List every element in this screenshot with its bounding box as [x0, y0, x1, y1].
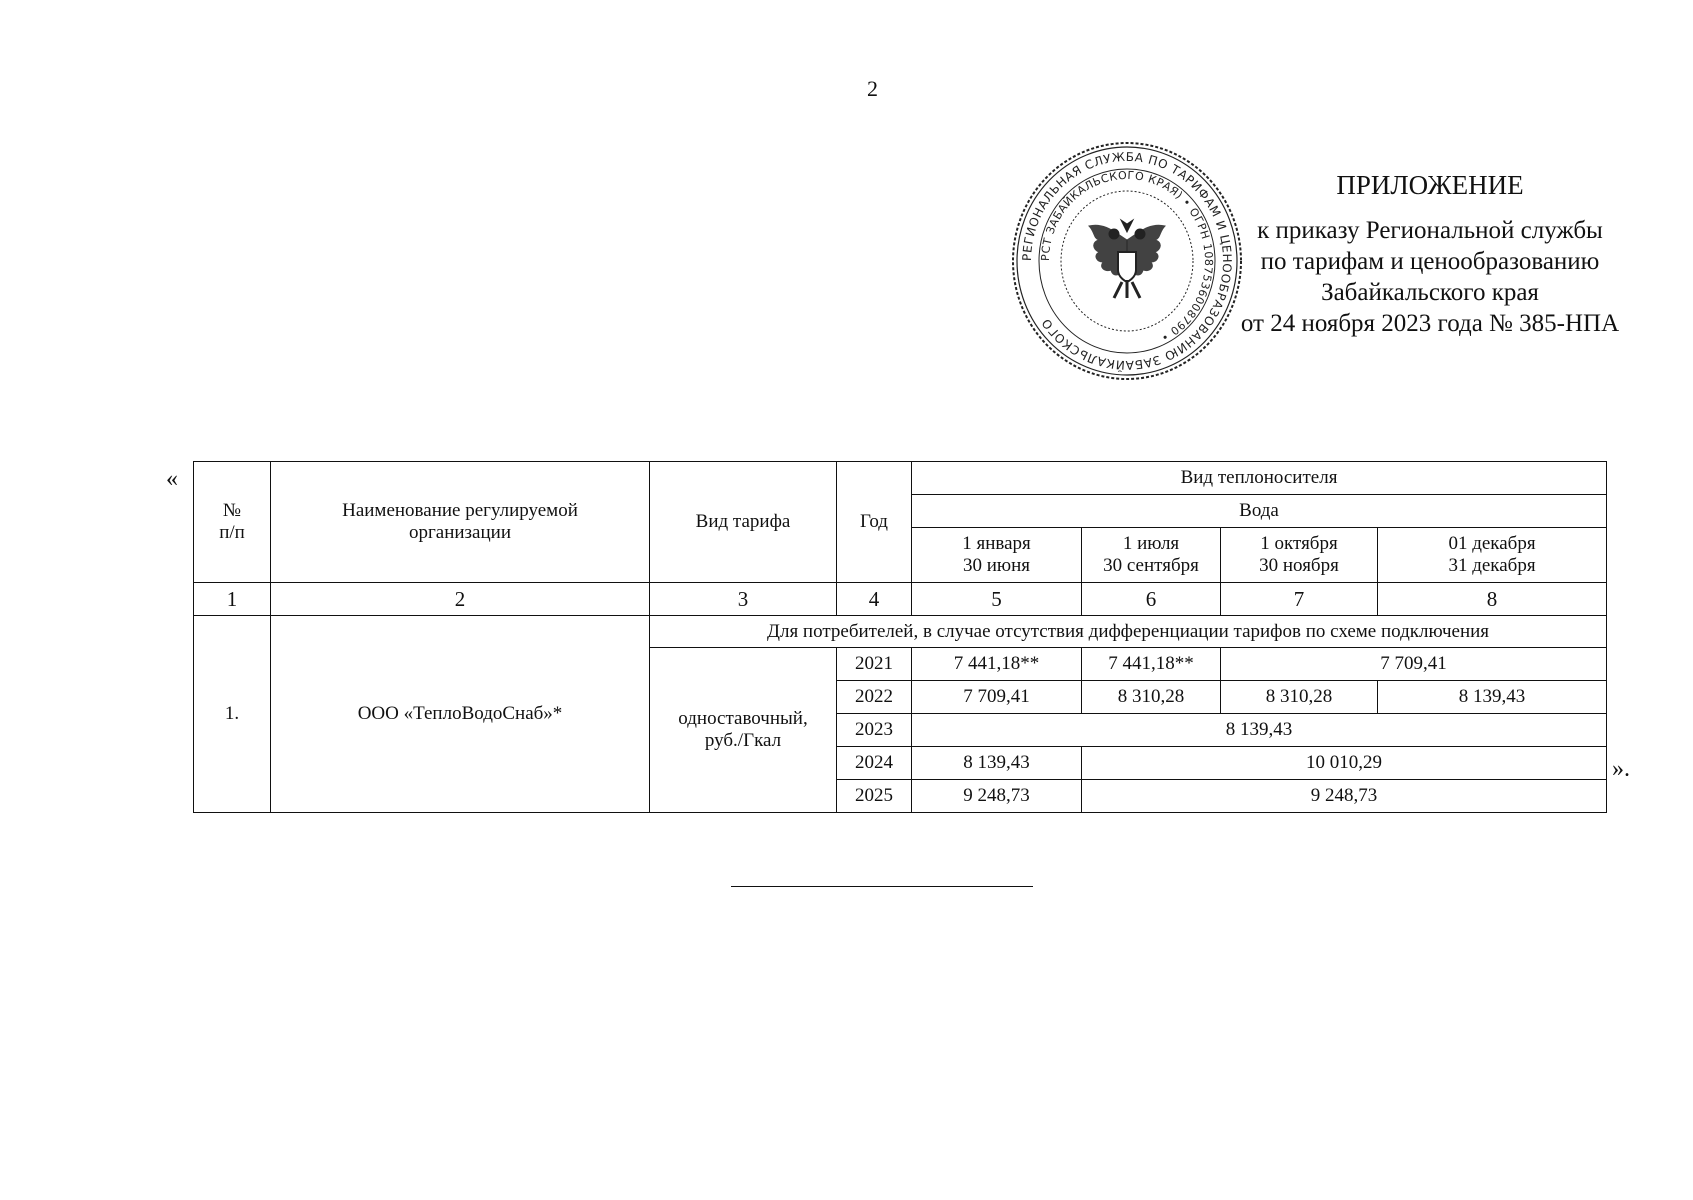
- svg-text:РЕГИОНАЛЬНАЯ СЛУЖБА ПО ТАРИФАМ: РЕГИОНАЛЬНАЯ СЛУЖБА ПО ТАРИФАМ И ЦЕНООБРАЗОВАНИЮ ЗАБАЙКАЛЬСКОГО: [1019, 149, 1235, 373]
- header-period-4: 01 декабря 31 декабря: [1378, 528, 1607, 583]
- official-seal: [1010, 140, 1244, 382]
- seal-stamp-image: [1010, 140, 1244, 382]
- year-cell: 2021: [837, 648, 912, 681]
- column-number: 7: [1221, 583, 1378, 616]
- opening-quote: «: [166, 466, 178, 492]
- tariff-value: 10 010,29: [1082, 747, 1607, 780]
- tariff-value: 8 139,43: [912, 714, 1607, 747]
- column-number: 6: [1082, 583, 1221, 616]
- header-organization: Наименование регулируемой организации: [271, 462, 650, 583]
- column-number: 1: [194, 583, 271, 616]
- year-cell: 2024: [837, 747, 912, 780]
- tariff-value: 8 310,28: [1082, 681, 1221, 714]
- organization-name: ООО «ТеплоВодоСнаб»*: [271, 616, 650, 813]
- svg-text:РСТ ЗАБАЙКАЛЬСКОГО КРАЯ) • ОГР: РСТ ЗАБАЙКАЛЬСКОГО КРАЯ) • ОГРН 1087536008790 •: [1038, 168, 1216, 345]
- tariff-type: одноставочный, руб./Гкал: [650, 648, 837, 813]
- tariff-value: 8 310,28: [1221, 681, 1378, 714]
- column-number: 2: [271, 583, 650, 616]
- tariff-value: 9 248,73: [1082, 780, 1607, 813]
- annex-block: [1230, 170, 1630, 339]
- column-number: 5: [912, 583, 1082, 616]
- annex-line-1: к приказу Региональной службы: [1257, 217, 1603, 244]
- tariff-value: 9 248,73: [912, 780, 1082, 813]
- tariff-value: 7 441,18**: [912, 648, 1082, 681]
- row-number: 1.: [194, 616, 271, 813]
- tariff-value: 8 139,43: [1378, 681, 1607, 714]
- header-year: Год: [837, 462, 912, 583]
- end-divider: [731, 886, 1033, 887]
- year-cell: 2022: [837, 681, 912, 714]
- column-number: 3: [650, 583, 837, 616]
- header-period-1: 1 января 30 июня: [912, 528, 1082, 583]
- tariff-table: [193, 461, 1607, 813]
- header-carrier: Вид теплоносителя: [912, 462, 1607, 495]
- tariff-value: 7 709,41: [1221, 648, 1607, 681]
- header-period-2: 1 июля 30 сентября: [1082, 528, 1221, 583]
- tariff-value: 7 441,18**: [1082, 648, 1221, 681]
- double-headed-eagle-icon: [1089, 220, 1165, 298]
- tariff-value: 7 709,41: [912, 681, 1082, 714]
- annex-line-2: по тарифам и ценообразованию: [1260, 248, 1600, 275]
- header-water: Вода: [912, 495, 1607, 528]
- header-number: № п/п: [194, 462, 271, 583]
- column-number: 4: [837, 583, 912, 616]
- annex-line-3: Забайкальского края: [1321, 279, 1539, 306]
- tariff-value: 8 139,43: [912, 747, 1082, 780]
- column-number: 8: [1378, 583, 1607, 616]
- annex-line-4: от 24 ноября 2023 года № 385-НПА: [1240, 310, 1620, 337]
- header-tariff-type: Вид тарифа: [650, 462, 837, 583]
- consumer-category: Для потребителей, в случае отсутствия дифференциации тарифов по схеме подключения: [650, 616, 1607, 648]
- page-number: 2: [867, 76, 878, 101]
- year-cell: 2025: [837, 780, 912, 813]
- header-period-3: 1 октября 30 ноября: [1221, 528, 1378, 583]
- closing-quote: ».: [1612, 756, 1630, 782]
- year-cell: 2023: [837, 714, 912, 747]
- column-number-row: [194, 583, 1607, 616]
- annex-heading: ПРИЛОЖЕНИЕ: [1336, 170, 1524, 200]
